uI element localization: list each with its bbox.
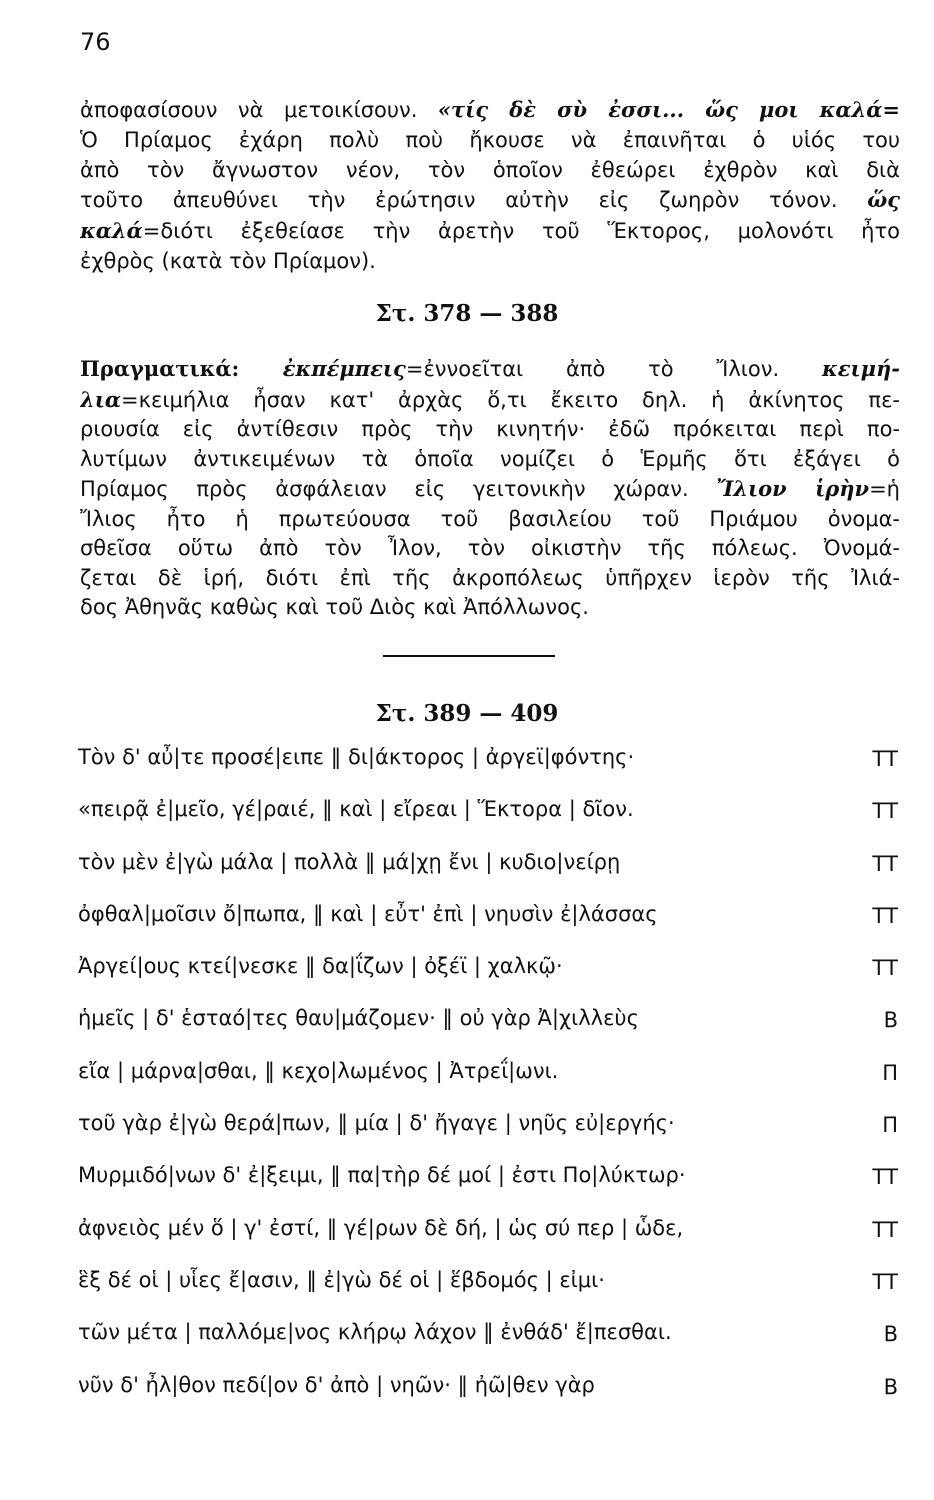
verse-text: Μυρμιδό|νων δ' ἐ|ξειμι, ‖ πα|τὴρ δέ μοί | ἐστι Πο|λύκτωρ· <box>78 1163 686 1188</box>
section-heading: Στ. 389 — 409 <box>375 700 559 727</box>
verse-row <box>78 797 898 849</box>
meter-label: ΤΤ <box>872 799 898 824</box>
text-line: ἀπὸ τὸν ἄγνωστον νέον, τὸν ὁποῖον ἐθεώρει ἐχθρὸν καὶ διὰ <box>80 157 900 182</box>
text-line: ριουσία εἰς ἀντίθεσιν πρὸς τὴν κινητήν· ἐδῶ πρόκειται περὶ πο- <box>80 417 900 441</box>
verse-row <box>78 1111 898 1163</box>
verse-row <box>78 1268 898 1320</box>
verse-text: τοῦ γὰρ ἐ|γὼ θερά|πων, ‖ μία | δ' ἤγαγε | νηῦς εὐ|εργής· <box>78 1111 675 1136</box>
verse-row <box>78 954 898 1006</box>
verse-text: ἡμεῖς | δ' ἑσταό|τες θαυ|μάζομεν· ‖ οὐ γὰρ Ἀ|χιλλεὺς <box>78 1006 639 1031</box>
verse-text: Τὸν δ' αὖ|τε προσέ|ειπε ‖ δι|άκτορος | ἀργεϊ|φόντης· <box>78 745 635 769</box>
meter-label: Β <box>883 1374 898 1399</box>
verse-text: ἀφνειὸς μέν ὅ | γ' ἐστί, ‖ γέ|ρων δὲ δή, | ὡς σύ περ | ὧδε, <box>78 1215 684 1240</box>
meter-label: Π <box>882 1113 898 1138</box>
verse-list <box>78 745 898 1425</box>
text-line: λυτίμων ἀντικειμένων τὰ ὁποῖα νομίζει ὁ Ἑρμῆς ὅτι ἐξάγει ὁ <box>80 446 900 471</box>
text-line: Ἴλιος ἦτο ἡ πρωτεύουσα τοῦ βασιλείου τοῦ Πριάμου ὀνομα- <box>80 506 900 531</box>
text-line: Πρίαμος πρὸς ἀσφάλειαν εἰς γειτονικὴν χώραν. Ἴλιον ἱρὴν=ἡ <box>80 476 900 501</box>
page-number: 76 <box>80 28 111 56</box>
verse-row <box>78 1163 898 1215</box>
verse-text: ὀφθαλ|μοῖσιν ὄ|πωπα, ‖ καὶ | εὖτ' ἐπὶ | νηυσὶν ἐ|λάσσας <box>78 901 658 926</box>
commentary-paragraph <box>80 354 900 623</box>
intro-paragraph <box>80 95 900 277</box>
meter-label: Β <box>883 1008 898 1033</box>
text-line: καλά=διότι ἐξεθείασε τὴν ἀρετὴν τοῦ Ἕκτορος, μολονότι ἦτο <box>80 218 900 244</box>
verse-row <box>78 902 898 954</box>
text-line: Πραγματικά: ἐκπέμπεις=ἐννοεῖται ἀπὸ τὸ Ἴλιον. κειμή- <box>80 356 900 381</box>
meter-label: ΤΤ <box>872 851 898 876</box>
meter-label: ΤΤ <box>872 747 898 771</box>
text-line: σθεῖσα οὕτω ἀπὸ τὸν Ἶλον, τὸν οἰκιστὴν τῆς πόλεως. Ὀνομά- <box>80 536 900 560</box>
meter-label: ΤΤ <box>872 1269 898 1294</box>
verse-row <box>78 745 898 797</box>
verse-text: ἓξ δέ οἱ | υἷες ἔ|ασιν, ‖ ἐ|γὼ δέ οἱ | ἕβδομός | εἰμι· <box>78 1267 605 1292</box>
meter-label: Π <box>882 1060 898 1085</box>
verse-text: «πειρᾷ ἐ|μεῖο, γέ|ραιέ, ‖ καὶ | εἴρεαι | Ἕκτορα | δῖον. <box>78 797 634 822</box>
verse-row <box>78 1006 898 1058</box>
verse-row <box>78 850 898 902</box>
verse-text: τῶν μέτα | παλλόμε|νος κλήρῳ λάχον ‖ ἐνθάδ' ἔ|πεσθαι. <box>78 1320 672 1345</box>
meter-label: ΤΤ <box>872 903 898 928</box>
text-line: ἐχθρὸς (κατὰ τὸν Πρίαμον). <box>80 248 376 273</box>
text-line: Ὁ Πρίαμος ἐχάρη πολὺ ποὺ ἤκουσε νὰ ἐπαινῆται ὁ υἱός του <box>80 127 900 152</box>
verse-text: εἴα | μάρνα|σθαι, ‖ κεχο|λωμένος | Ἀτρεΐ|ωνι. <box>78 1058 559 1083</box>
verse-row <box>78 1059 898 1111</box>
text-line: τοῦτο ἀπευθύνει τὴν ἐρώτησιν αὐτὴν εἰς ζωηρὸν τόνον. ὥς <box>80 187 900 213</box>
meter-label: ΤΤ <box>872 1165 898 1190</box>
meter-label: ΤΤ <box>872 1217 898 1242</box>
meter-label: ΤΤ <box>872 956 898 981</box>
text-line: δος Ἀθηνᾶς καθὼς καὶ τοῦ Διὸς καὶ Ἀπόλλωνος. <box>80 595 589 619</box>
section-heading: Στ. 378 — 388 <box>375 300 559 327</box>
text-line: λια=κειμήλια ἦσαν κατ' ἀρχὰς ὅ,τι ἔκειτο δηλ. ἡ ἀκίνητος πε- <box>80 386 900 412</box>
text-line: ἀποφασίσουν νὰ μετοικίσουν. «τίς δὲ σὺ ἐσσι... ὥς μοι καλά= <box>80 97 900 122</box>
section-divider <box>383 655 555 657</box>
meter-label: Β <box>883 1322 898 1347</box>
verse-text: τὸν μὲν ἐ|γὼ μάλα | πολλὰ ‖ μά|χῃ ἔνι | κυδιο|νείρῃ <box>78 849 621 874</box>
verse-row <box>78 1373 898 1425</box>
verse-row <box>78 1320 898 1372</box>
text-line: ζεται δὲ ἱρή, διότι ἐπὶ τῆς ἀκροπόλεως ὑπῆρχεν ἱερὸν τῆς Ἰλιά- <box>80 565 900 590</box>
verse-text: Ἀργεί|ους κτεί|νεσκε ‖ δα|ΐζων | ὀξέϊ | χαλκῷ· <box>78 954 563 979</box>
verse-row <box>78 1216 898 1268</box>
verse-text: νῦν δ' ἦλ|θον πεδί|ον δ' ἀπὸ | νηῶν· ‖ ἠῶ|θεν γὰρ <box>78 1372 595 1397</box>
